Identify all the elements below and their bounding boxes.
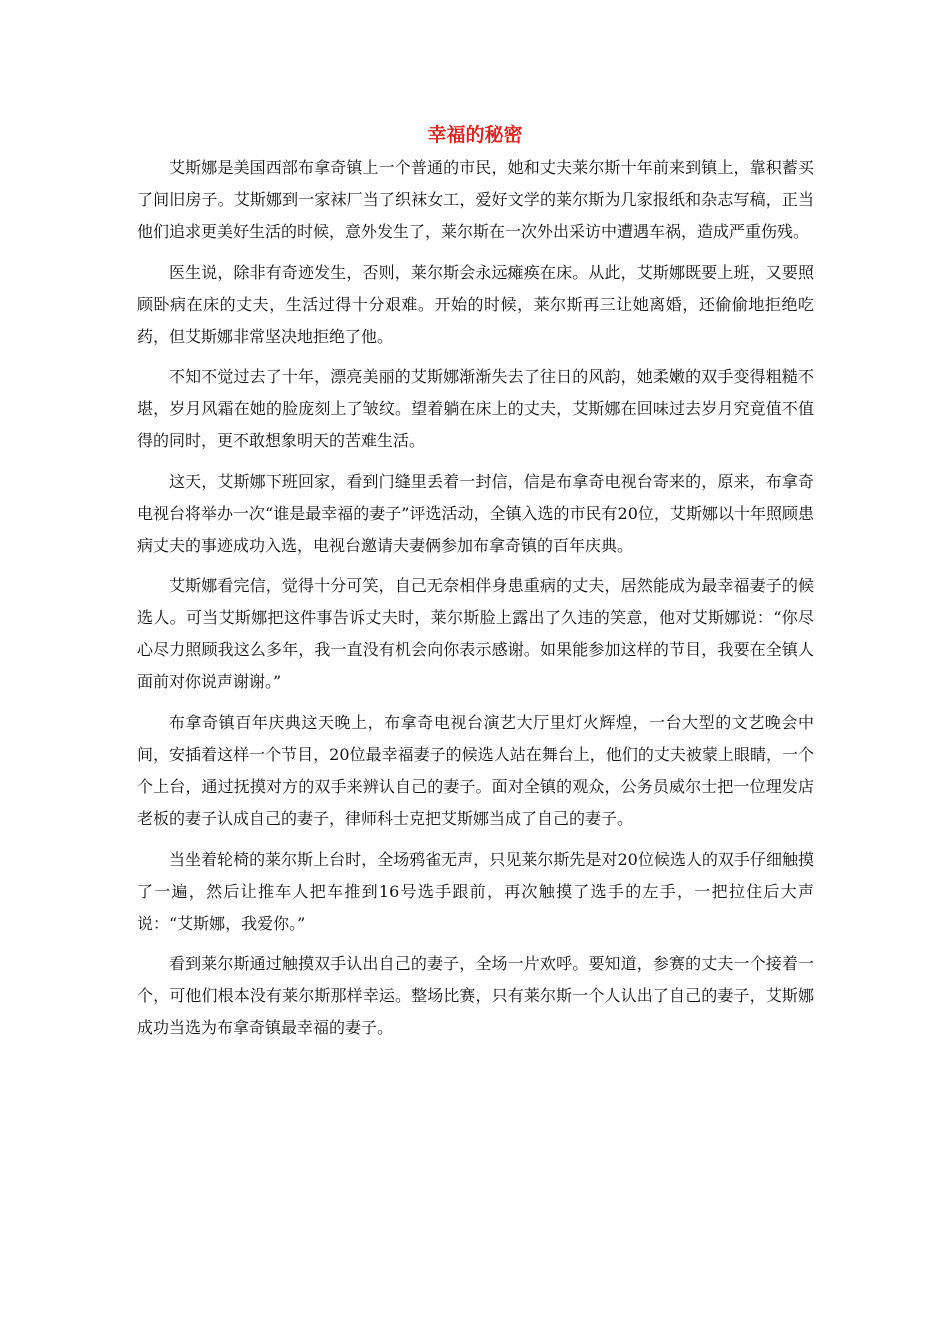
paragraph: 看到莱尔斯通过触摸双手认出自己的妻子，全场一片欢呼。要知道，参赛的丈夫一个接着一个，可他们根本没有莱尔斯那样幸运。整场比赛，只有莱尔斯一个人认出了自己的妻子，艾斯娜成功当选为布拿奇镇最幸福的妻子。 (137, 954, 814, 1038)
paragraph: 当坐着轮椅的莱尔斯上台时，全场鸦雀无声，只见莱尔斯先是对20位候选人的双手仔细触摸了一遍，然后让推车人把车推到16号选手跟前，再次触摸了选手的左手，一把拉住后大声说：“艾斯娜，我爱你。” (137, 849, 814, 933)
paragraph: 不知不觉过去了十年，漂亮美丽的艾斯娜渐渐失去了往日的风韵，她柔嫩的双手变得粗糙不堪，岁月风霜在她的脸庞刻上了皱纹。望着躺在床上的丈夫，艾斯娜在回味过去岁月究竟值不值得的同时，更不敢想象明天的苦难生活。 (137, 367, 814, 451)
paragraph: 布拿奇镇百年庆典这天晚上，布拿奇电视台演艺大厅里灯火辉煌，一台大型的文艺晚会中间，安插着这样一个节目，20位最幸福妻子的候选人站在舞台上，他们的丈夫被蒙上眼睛，一个个上台，通过抚摸对方的双手来辨认自己的妻子。面对全镇的观众，公务员威尔士把一位理发店老板的妻子认成自己的妻子，律师科士克把艾斯娜当成了自己的妻子。 (137, 712, 814, 828)
paragraph: 艾斯娜是美国西部布拿奇镇上一个普通的市民，她和丈夫莱尔斯十年前来到镇上，靠积蓄买了间旧房子。艾斯娜到一家袜厂当了织袜女工，爱好文学的莱尔斯为几家报纸和杂志写稿，正当他们追求更美好生活的时候，意外发生了，莱尔斯在一次外出采访中遭遇车祸，造成严重伤残。 (137, 158, 814, 241)
article-body (137, 152, 814, 1053)
paragraph: 艾斯娜看完信，觉得十分可笑，自己无奈相伴身患重病的丈夫，居然能成为最幸福妻子的候选人。可当艾斯娜把这件事告诉丈夫时，莱尔斯脸上露出了久违的笑意，他对艾斯娜说：“你尽心尽力照顾我这么多年，我一直没有机会向你表示感谢。如果能参加这样的节目，我要在全镇人面前对你说声谢谢。” (137, 576, 814, 692)
paragraph: 医生说，除非有奇迹发生，否则，莱尔斯会永远瘫痪在床。从此，艾斯娜既要上班，又要照顾卧病在床的丈夫，生活过得十分艰难。开始的时候，莱尔斯再三让她离婚，还偷偷地拒绝吃药，但艾斯娜非常坚决地拒绝了他。 (137, 262, 814, 346)
paragraph: 这天，艾斯娜下班回家，看到门缝里丢着一封信，信是布拿奇电视台寄来的，原来，布拿奇电视台将举办一次“谁是最幸福的妻子”评选活动，全镇入选的市民有20位，艾斯娜以十年照顾患病丈夫的事迹成功入选，电视台邀请夫妻俩参加布拿奇镇的百年庆典。 (137, 471, 814, 555)
article-title: 幸福的秘密 (427, 124, 523, 146)
